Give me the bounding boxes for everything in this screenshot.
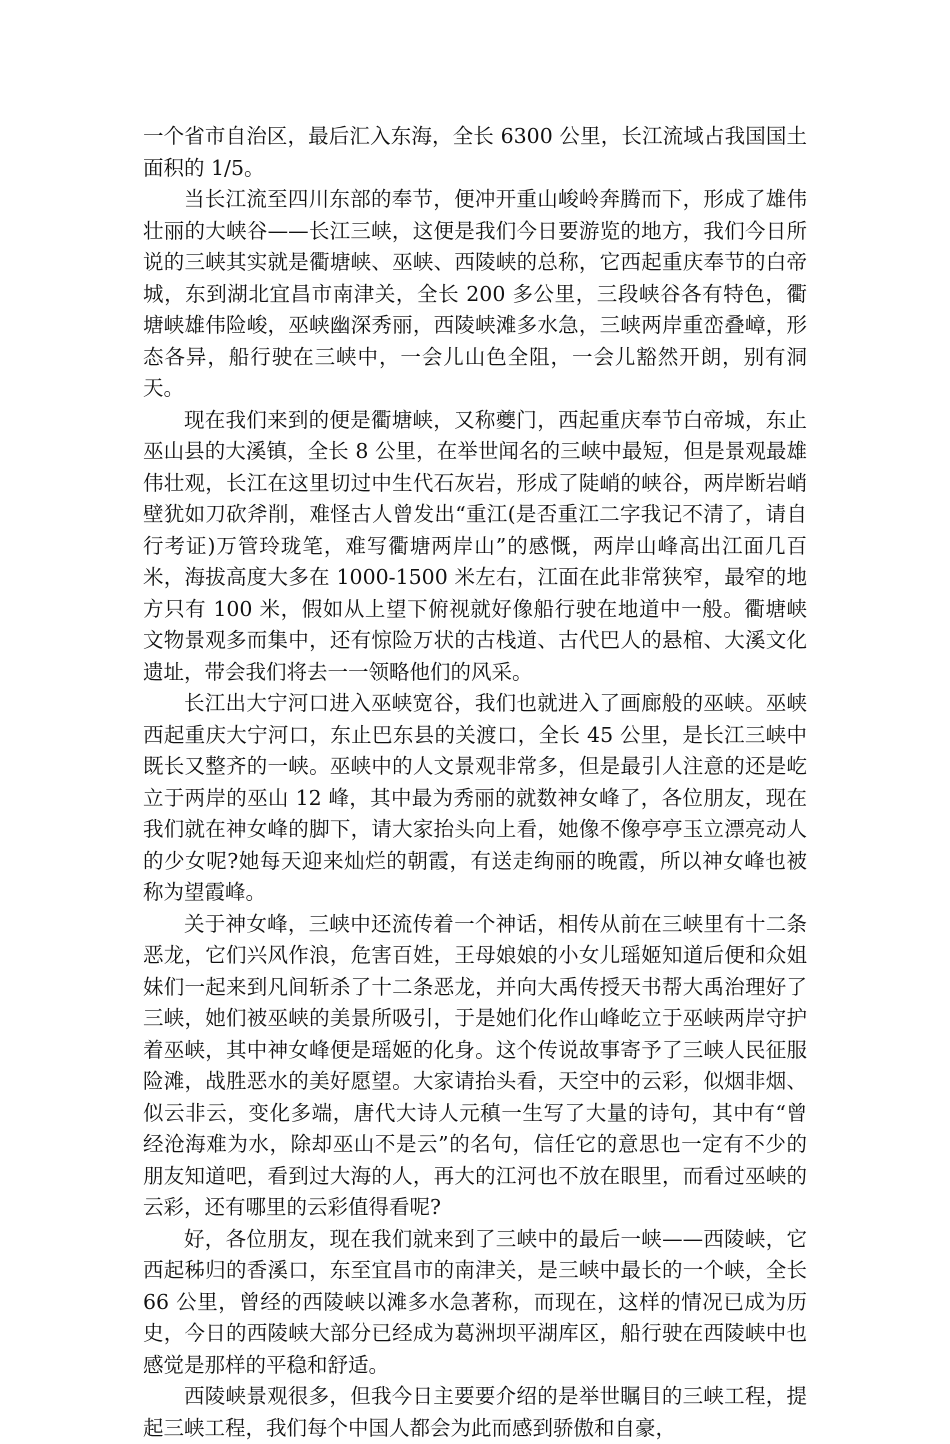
paragraph: 当长江流至四川东部的奉节，便冲开重山峻岭奔腾而下，形成了雄伟壮丽的大峡谷——长江三峡，这便是我们今日要游览的地方，我们今日所说的三峡其实就是衢塘峡、巫峡、西陵峡的总称，它西起重庆奉节的白帝城，东到湖北宜昌市南津关，全长 200 多公里，三段峡谷各有特色，衢塘峡雄伟险峻，巫峡幽深秀丽，西陵峡滩多水急，三峡两岸重峦叠嶂，形态各异，船行驶在三峡中，一会儿山色全阻，一会儿豁然开朗，别有洞天。: [143, 187, 807, 400]
paragraph: 长江出大宁河口进入巫峡宽谷，我们也就进入了画廊般的巫峡。巫峡西起重庆大宁河口，东止巴东县的关渡口，全长 45 公里，是长江三峡中既长又整齐的一峡。巫峡中的人文景观非常多，但是最引人注意的还是屹立于两岸的巫山 12 峰，其中最为秀丽的就数神女峰了，各位朋友，现在我们就在神女峰的脚下，请大家抬头向上看，她像不像亭亭玉立漂亮动人的少女呢?她每天迎来灿烂的朝霞，有送走绚丽的晚霞，所以神女峰也被称为望霞峰。: [143, 691, 807, 904]
paragraph: 现在我们来到的便是衢塘峡，又称夔门，西起重庆奉节白帝城，东止巫山县的大溪镇，全长 8 公里，在举世闻名的三峡中最短，但是景观最雄伟壮观，长江在这里切过中生代石灰岩，形成了陡峭的峡谷，两岸断岩峭壁犹如刀砍斧削，难怪古人曾发出“重江(是否重江二字我记不清了，请自行考证)万管玲珑笔，难写衢塘两岸山”的感慨，两岸山峰高出江面几百米，海拔高度大多在 1000-1500 米左右，江面在此非常狭窄，最窄的地方只有 100 米，假如从上望下俯视就好像船行驶在地道中一般。衢塘峡文物景观多而集中，还有惊险万状的古栈道、古代巴人的悬棺、大溪文化遗址，带会我们将去一一领略他们的风采。: [143, 407, 807, 684]
paragraph: 西陵峡景观很多，但我今日主要要介绍的是举世瞩目的三峡工程，提起三峡工程，我们每个中国人都会为此而感到骄傲和自豪，: [143, 1384, 807, 1440]
paragraph: 好，各位朋友，现在我们就来到了三峡中的最后一峡——西陵峡，它西起秭归的香溪口，东至宜昌市的南津关，是三峡中最长的一个峡，全长 66 公里，曾经的西陵峡以滩多水急著称，而现在，这样的情况已成为历史，今日的西陵峡大部分已经成为葛洲坝平湖库区，船行驶在西陵峡中也感觉是那样的平稳和舒适。: [143, 1226, 807, 1377]
paragraph: 一个省市自治区，最后汇入东海，全长 6300 公里，长江流域占我国国土面积的 1/5。: [143, 124, 807, 180]
document-body: [143, 121, 807, 1444]
paragraph: 关于神女峰，三峡中还流传着一个神话，相传从前在三峡里有十二条恶龙，它们兴风作浪，危害百姓，王母娘娘的小女儿瑶姬知道后便和众姐妹们一起来到凡间斩杀了十二条恶龙，并向大禹传授天书帮大禹治理好了三峡，她们被巫峡的美景所吸引，于是她们化作山峰屹立于巫峡两岸守护着巫峡，其中神女峰便是瑶姬的化身。这个传说故事寄予了三峡人民征服险滩，战胜恶水的美好愿望。大家请抬头看，天空中的云彩，似烟非烟、似云非云，变化多端，唐代大诗人元稹一生写了大量的诗句，其中有“曾经沧海难为水，除却巫山不是云”的名句，信任它的意思也一定有不少的朋友知道吧，看到过大海的人，再大的江河也不放在眼里，而看过巫峡的云彩，还有哪里的云彩值得看呢?: [143, 911, 807, 1219]
